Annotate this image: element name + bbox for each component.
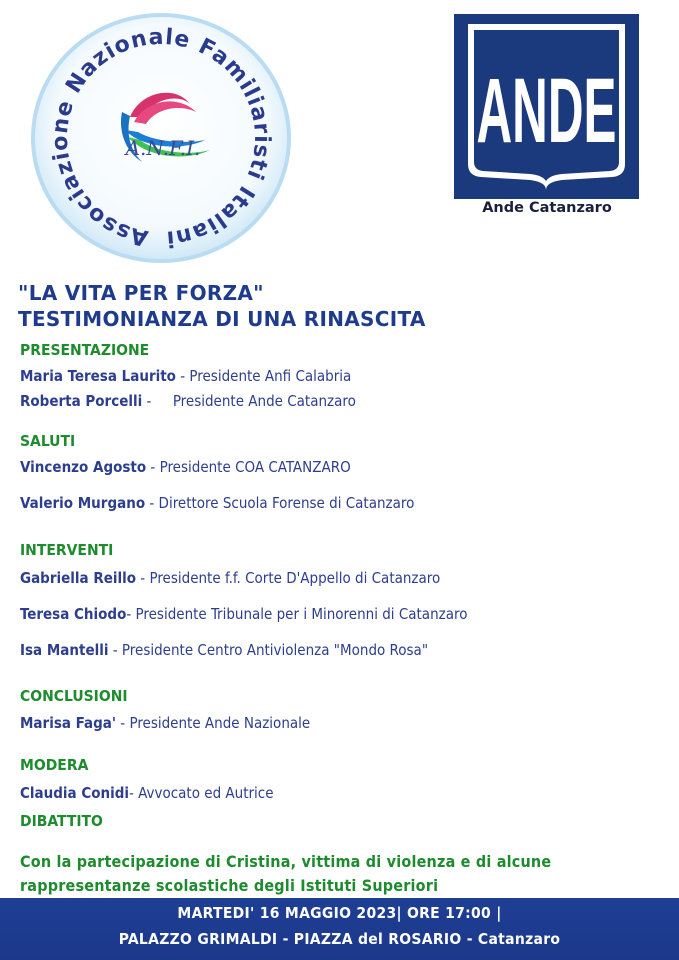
entry-name: Gabriella Reillo	[20, 569, 137, 587]
section-saluti: SALUTI	[20, 432, 76, 450]
ande-letters: ANDE	[476, 60, 617, 162]
anfi-ring-text: Associazione Nazionale Familiaristi Italiani	[47, 24, 275, 251]
section-presentazione: PRESENTAZIONE	[20, 341, 150, 359]
entry-name: Teresa Chiodo	[20, 605, 127, 623]
anfi-logo	[30, 12, 292, 264]
entry-role: - Presidente Centro Antiviolenza "Mondo Rosa"	[108, 641, 429, 659]
entry-name: Claudia Conidi	[20, 784, 130, 802]
ande-caption: Ande Catanzaro	[482, 200, 612, 216]
entry-faga	[20, 714, 310, 732]
entry-porcelli	[20, 392, 356, 410]
title-line-1: "LA VITA PER FORZA"	[18, 281, 264, 305]
entry-role: - Direttore Scuola Forense di Catanzaro	[145, 494, 415, 512]
entry-laurito	[20, 367, 351, 385]
participation-note-line-2: rappresentanze scolastiche degli Istituti Superiori	[20, 876, 439, 895]
entry-chiodo	[20, 605, 467, 623]
section-modera: MODERA	[20, 756, 89, 774]
event-venue: PALAZZO GRIMALDI - PIAZZA del ROSARIO - Catanzaro	[118, 930, 561, 948]
entry-role: - Presidente COA CATANZARO	[146, 458, 351, 476]
entry-name: Isa Mantelli	[20, 641, 109, 659]
entry-role: - Presidente f.f. Corte D'Appello di Catanzaro	[136, 569, 441, 587]
entry-name: Vincenzo Agosto	[20, 458, 147, 476]
entry-name: Valerio Murgano	[20, 494, 146, 512]
title-line-2: TESTIMONIANZA DI UNA RINASCITA	[18, 307, 426, 331]
entry-role: - Avvocato ed Autrice	[129, 784, 274, 802]
entry-role: - Presidente Anfi Calabria	[175, 367, 352, 385]
event-date-time: MARTEDI' 16 MAGGIO 2023| ORE 17:00 |	[177, 904, 502, 922]
entry-reillo	[20, 569, 440, 587]
participation-note-line-1: Con la partecipazione di Cristina, vittima di violenza e di alcune	[20, 852, 552, 871]
section-interventi: INTERVENTI	[20, 541, 114, 559]
entry-name: Roberta Porcelli	[20, 392, 143, 410]
entry-name: Maria Teresa Laurito	[20, 367, 176, 385]
anfi-center-text: A.N.F.I.	[125, 136, 201, 160]
entry-role: - Presidente Ande Nazionale	[116, 714, 311, 732]
section-conclusioni: CONCLUSIONI	[20, 687, 128, 705]
entry-mantelli	[20, 641, 428, 659]
entry-agosto	[20, 458, 351, 476]
entry-murgano	[20, 494, 414, 512]
entry-name: Marisa Faga'	[20, 714, 116, 732]
entry-role: - Presidente Ande Catanzaro	[142, 392, 356, 410]
entry-role: - Presidente Tribunale per i Minorenni di Catanzaro	[126, 605, 468, 623]
ande-logo	[454, 14, 639, 199]
entry-conidi	[20, 784, 274, 802]
section-dibattito: DIBATTITO	[20, 812, 103, 830]
